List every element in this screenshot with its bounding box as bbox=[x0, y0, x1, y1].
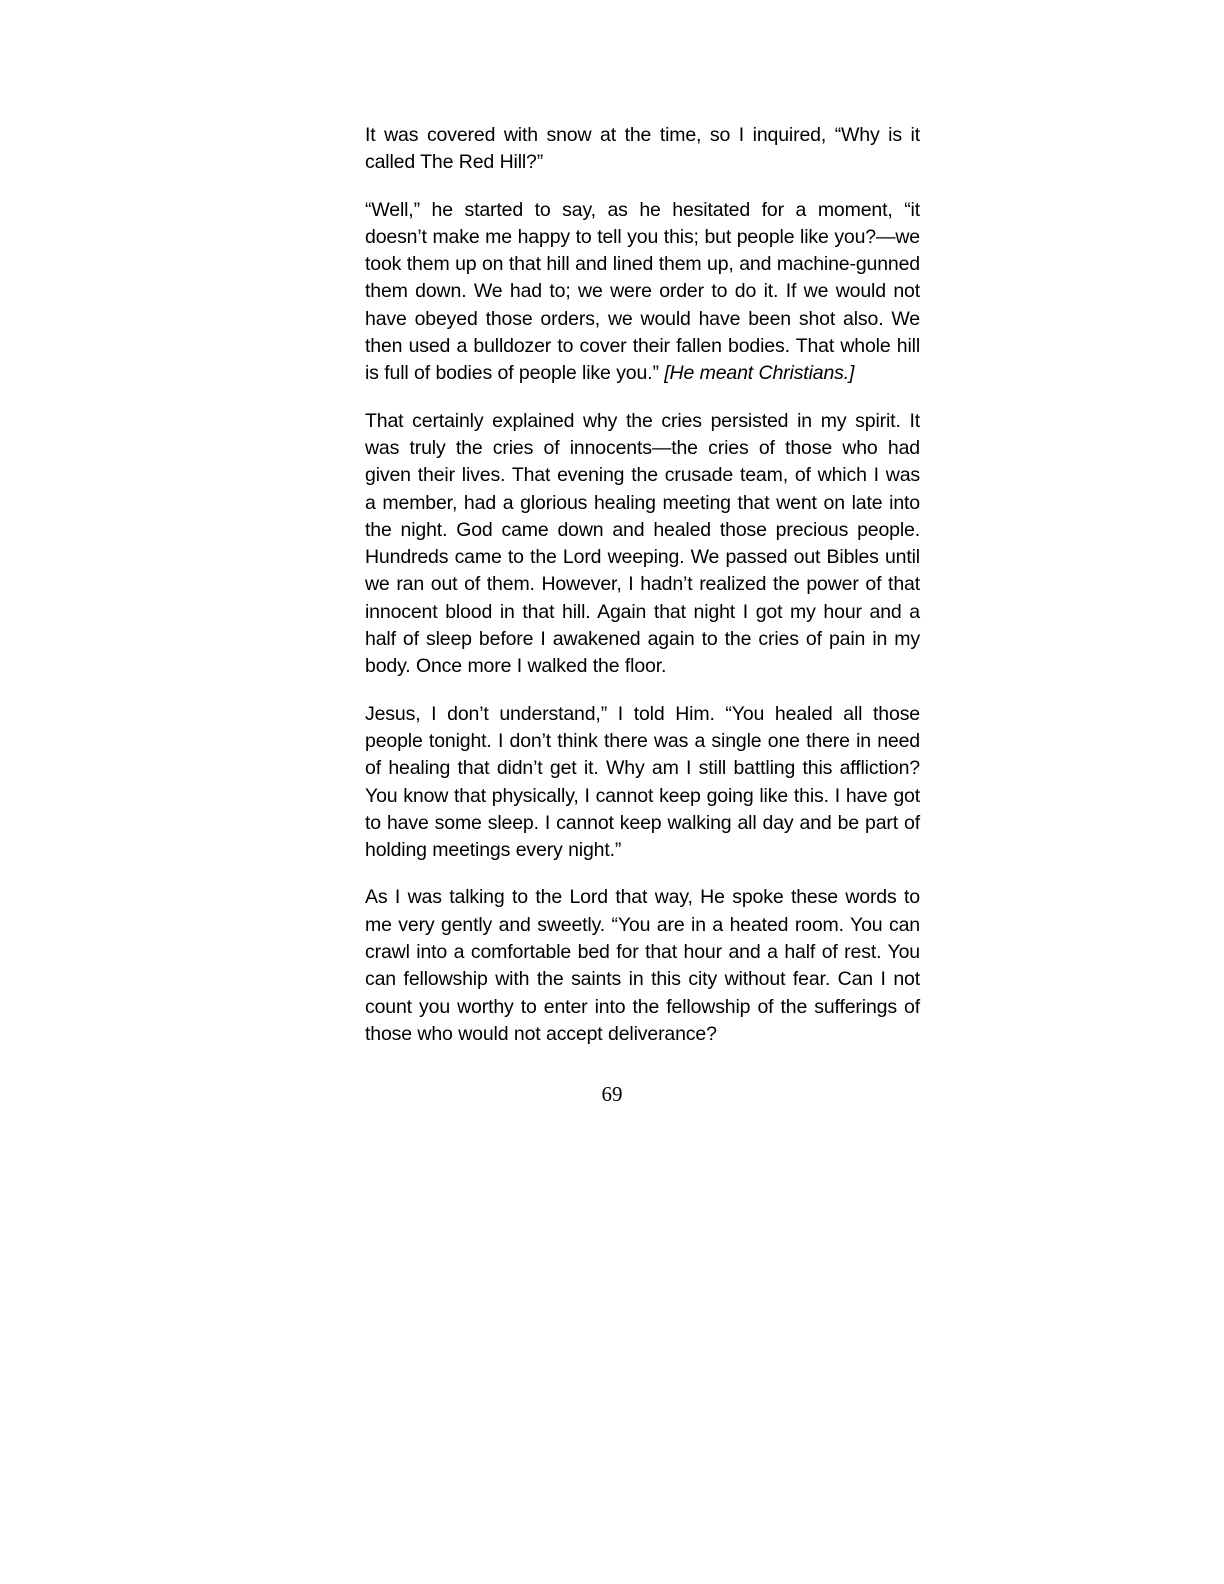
paragraph-2-text: “Well,” he started to say, as he hesitated for a moment, “it doesn’t make me happy to tell you this; but people like you?—we took them up on that hill and lined them up, and machine-gunned them down. We had to; we were order to do it. If we would not have obeyed those orders, we would have been shot also. We then used a bulldozer to cover their fallen bodies. That whole hill is full of bodies of people like you.” bbox=[365, 198, 920, 385]
paragraph-2-editorial-note: [He meant Christians.] bbox=[664, 362, 855, 385]
body-text-column bbox=[365, 122, 920, 1048]
paragraph-5: As I was talking to the Lord that way, He spoke these words to me very gently and sweetly. “You are in a heated room. You can crawl into a comfortable bed for that hour and a half of rest. You can fellowship with the saints in this city without fear. Can I not count you worthy to enter into the fellowship of the sufferings of those who would not accept deliverance? bbox=[365, 886, 920, 1045]
paragraph-1: It was covered with snow at the time, so I inquired, “Why is it called The Red Hill?” bbox=[365, 124, 920, 174]
paragraph-2 bbox=[365, 197, 920, 388]
paragraph-3: That certainly explained why the cries persisted in my spirit. It was truly the cries of innocents—the cries of those who had given their lives. That evening the crusade team, of which I was a member, had a glorious healing meeting that went on late into the night. God came down and healed those precious people. Hundreds came to the Lord weeping. We passed out Bibles until we ran out of them. However, I hadn’t realized the power of that innocent blood in that hill. Again that night I got my hour and a half of sleep before I awakened again to the cries of pain in my body. Once more I walked the floor. bbox=[365, 409, 920, 678]
paragraph-4: Jesus, I don’t understand,” I told Him. “You healed all those people tonight. I don’t think there was a single one there in need of healing that didn’t get it. Why am I still battling this affliction? You know that physically, I cannot keep going like this. I have got to have some sleep. I cannot keep walking all day and be part of holding meetings every night.” bbox=[365, 702, 920, 862]
page-number: 69 bbox=[601, 1082, 623, 1106]
